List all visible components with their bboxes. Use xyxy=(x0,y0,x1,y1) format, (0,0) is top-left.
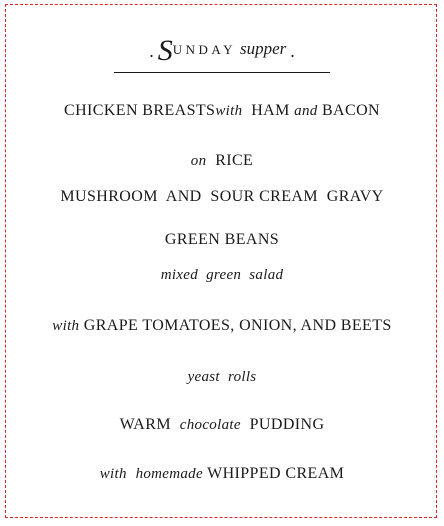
title-initial: S xyxy=(157,34,173,67)
menu-title xyxy=(0,34,444,68)
dish-ham: HAM xyxy=(251,102,290,119)
dish-salad: mixed green salad xyxy=(160,267,284,283)
menu-line-rice xyxy=(0,151,444,171)
connector-with-2: with xyxy=(52,318,80,334)
title-dot-right: . xyxy=(290,41,295,61)
menu-line-salad-toppings xyxy=(0,316,444,336)
menu-border xyxy=(5,4,437,518)
title-underline xyxy=(114,72,330,73)
dessert-whipped-cream: WHIPPED CREAM xyxy=(207,465,345,482)
connector-with: with xyxy=(215,103,243,119)
dessert-chocolate: chocolate xyxy=(179,417,241,433)
title-script: supper xyxy=(239,39,287,58)
dish-rolls: yeast rolls xyxy=(187,369,257,385)
menu-line-gravy xyxy=(0,187,444,207)
menu-line-main-dish xyxy=(0,101,444,121)
connector-with-3: with xyxy=(99,466,127,482)
dessert-homemade: homemade xyxy=(135,466,203,482)
menu-line-rolls xyxy=(0,367,444,387)
connector-on: on xyxy=(190,153,207,169)
menu-line-pudding xyxy=(0,415,444,435)
connector-and: and xyxy=(294,103,318,119)
title-word: UNDAY xyxy=(172,42,236,57)
title-dot-left: . xyxy=(149,41,154,61)
dish-rice: RICE xyxy=(215,152,254,169)
dessert-pudding: PUDDING xyxy=(249,416,325,433)
dish-gravy: MUSHROOM AND SOUR CREAM GRAVY xyxy=(60,188,384,205)
dish-bacon: BACON xyxy=(321,102,380,119)
dish-salad-toppings: GRAPE TOMATOES, ONION, AND BEETS xyxy=(83,317,392,334)
dessert-warm: WARM xyxy=(119,416,171,433)
menu-line-salad xyxy=(0,265,444,285)
dish-green-beans: GREEN BEANS xyxy=(164,231,280,248)
dish-chicken: CHICKEN BREASTS xyxy=(64,102,216,119)
menu-line-green-beans xyxy=(0,230,444,250)
menu-line-whipped-cream xyxy=(0,464,444,484)
